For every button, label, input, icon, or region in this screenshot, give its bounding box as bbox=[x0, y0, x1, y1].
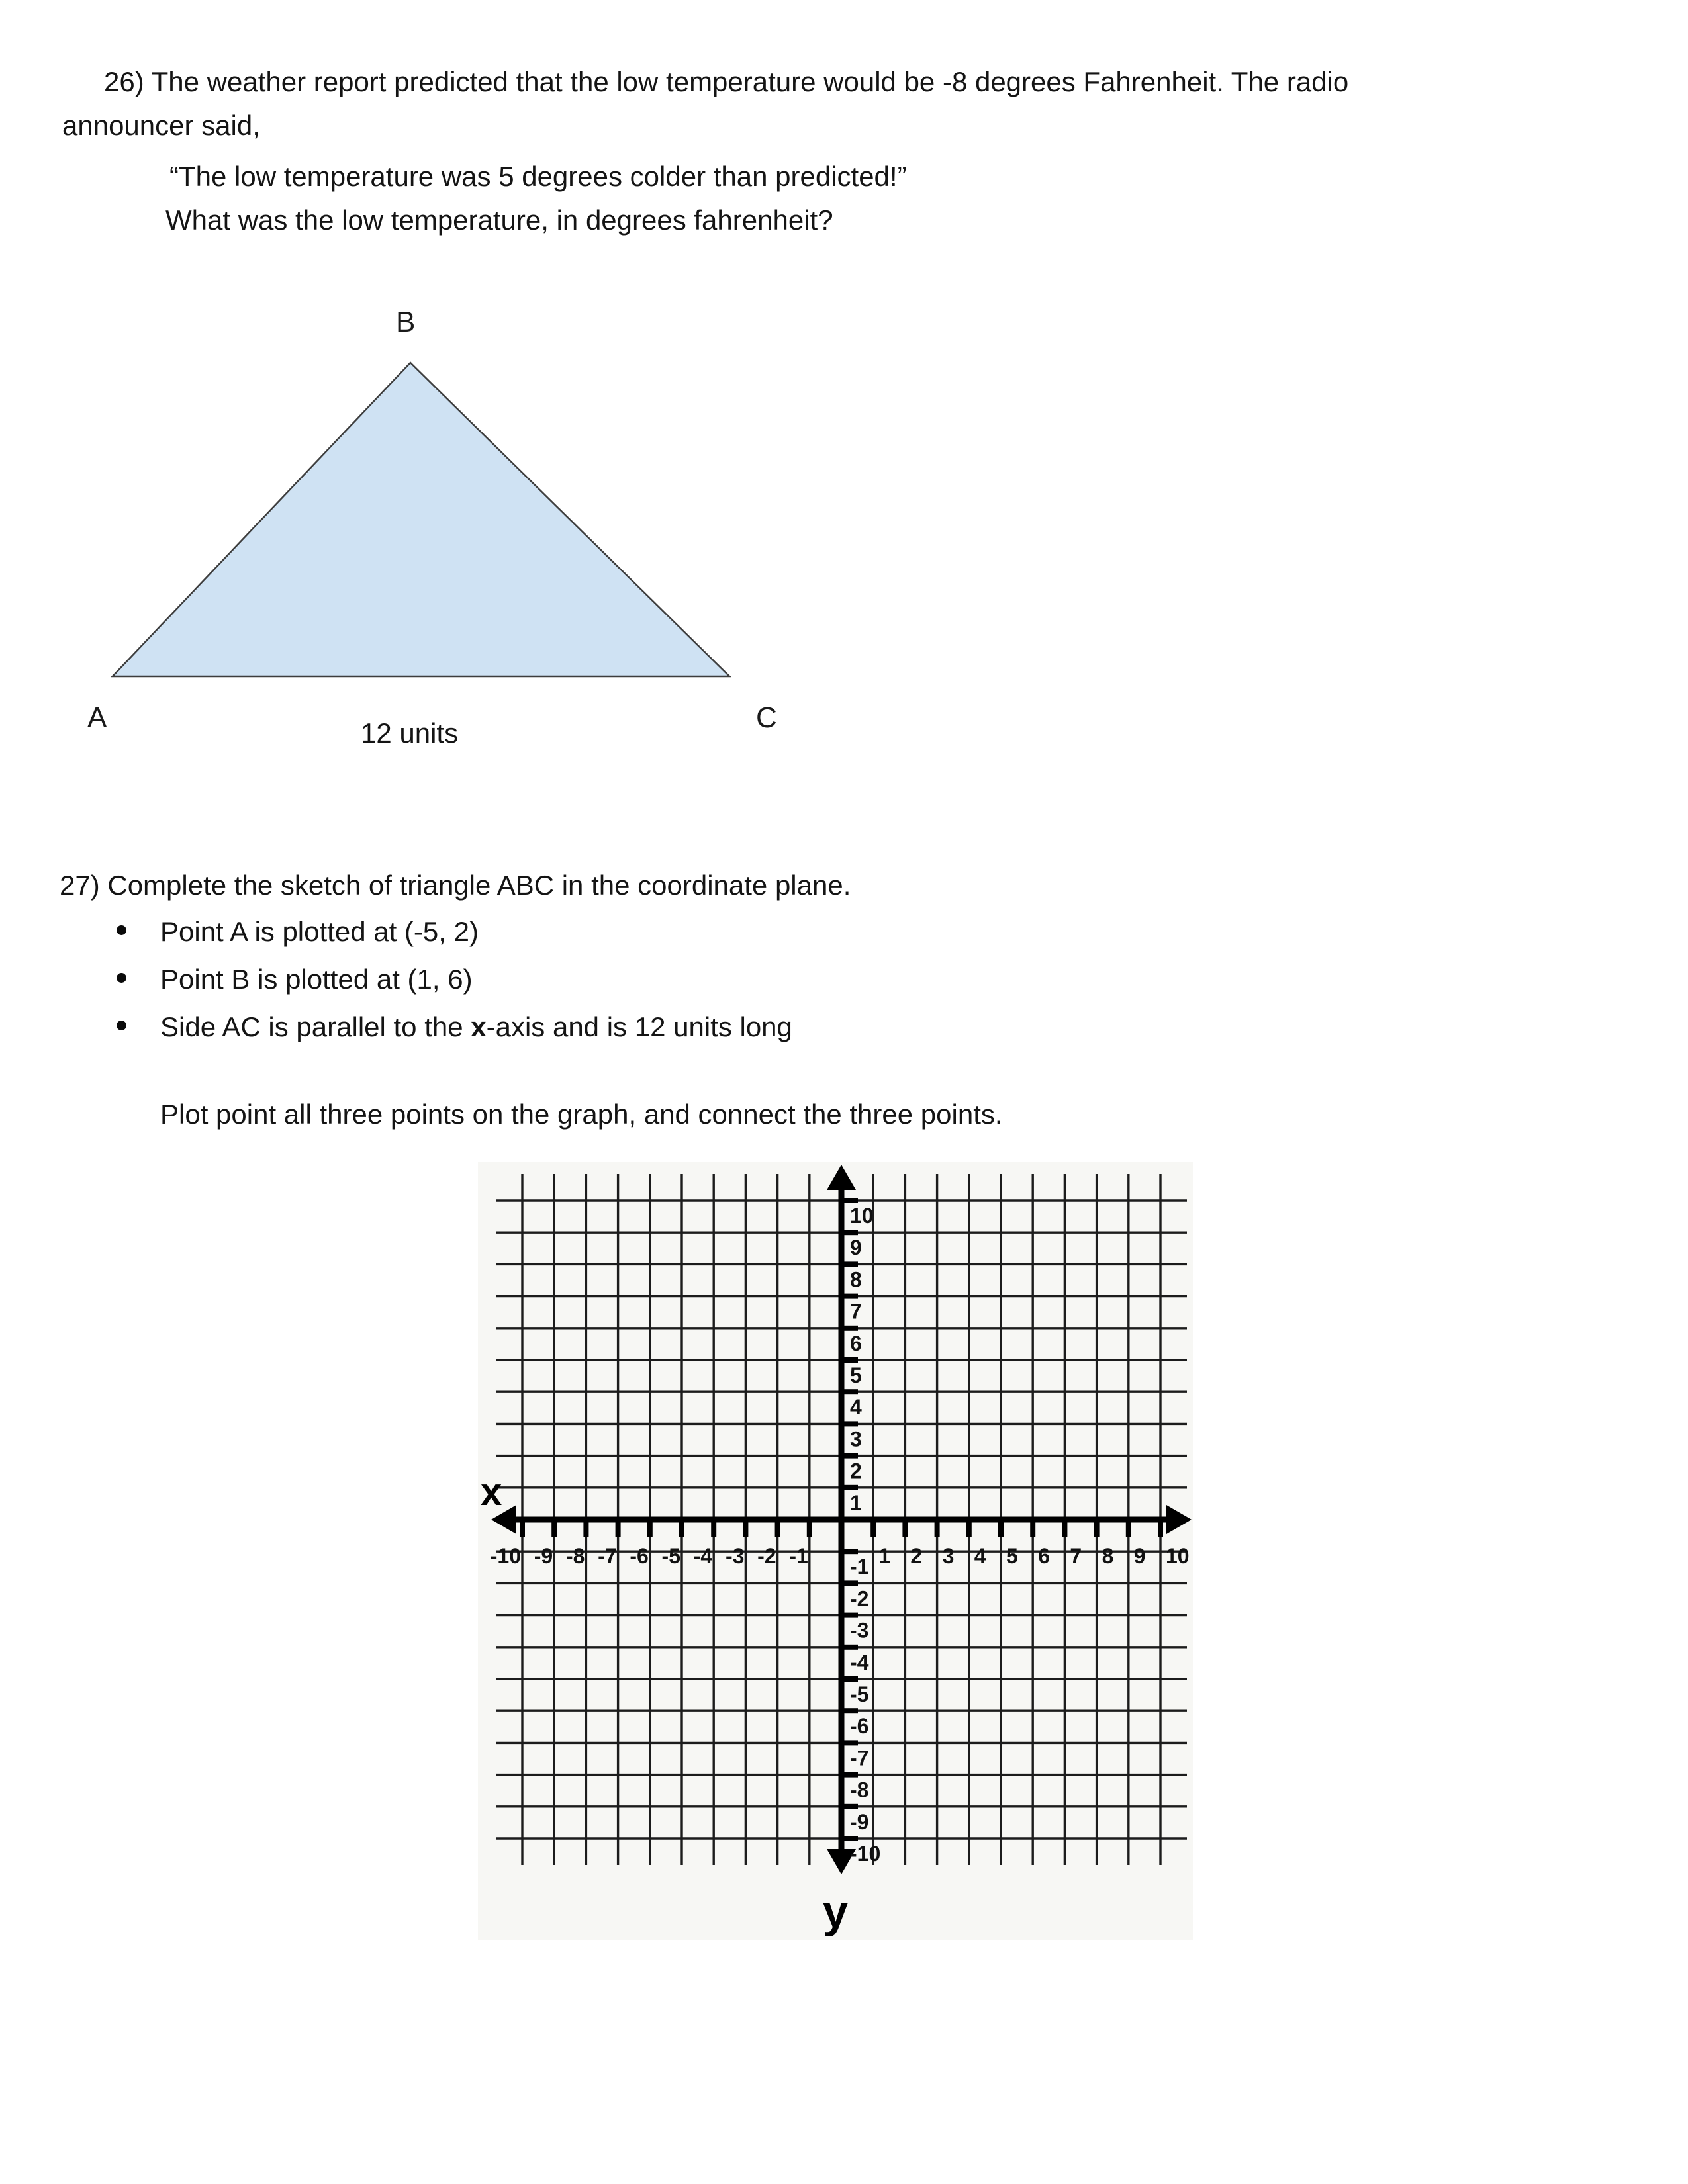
x-axis-tick-label: 7 bbox=[1070, 1544, 1082, 1568]
y-axis-tick-label: 2 bbox=[850, 1459, 862, 1483]
x-axis-tick-label: -5 bbox=[661, 1544, 680, 1568]
x-axis-tick-label: -7 bbox=[598, 1544, 617, 1568]
y-axis-tick bbox=[839, 1549, 858, 1554]
x-axis-tick bbox=[902, 1517, 908, 1537]
y-axis-tick-label: -1 bbox=[850, 1555, 869, 1579]
y-axis-tick bbox=[839, 1485, 858, 1490]
x-axis-tick bbox=[1094, 1517, 1100, 1537]
y-axis-tick bbox=[839, 1740, 858, 1745]
x-axis-tick bbox=[551, 1517, 557, 1537]
x-axis-tick bbox=[966, 1517, 972, 1537]
triangle-base-length-label: 12 units bbox=[361, 717, 459, 749]
triangle-shape bbox=[113, 363, 729, 676]
x-axis-tick-label: 2 bbox=[910, 1544, 923, 1568]
question-27-heading: 27) Complete the sketch of triangle ABC in the coordinate plane. bbox=[60, 870, 851, 901]
x-axis-tick bbox=[807, 1517, 812, 1537]
bullet-icon bbox=[117, 973, 126, 983]
bullet-3-bold-x: x bbox=[471, 1011, 487, 1042]
x-axis-tick bbox=[775, 1517, 780, 1537]
y-axis-tick-label: -10 bbox=[850, 1842, 881, 1866]
x-axis-tick-label: 1 bbox=[878, 1544, 890, 1568]
x-axis-tick bbox=[1062, 1517, 1067, 1537]
bullet-3-pre: Side AC is parallel to the bbox=[160, 1011, 471, 1042]
y-axis-title: y bbox=[823, 1887, 848, 1937]
bullet-icon bbox=[117, 925, 126, 935]
y-axis-tick bbox=[839, 1261, 858, 1267]
y-axis-tick-label: -7 bbox=[850, 1746, 869, 1770]
question-27-bullet-1: Point A is plotted at (-5, 2) bbox=[160, 916, 479, 947]
x-axis-tick-label: -10 bbox=[490, 1544, 521, 1568]
question-26-question: What was the low temperature, in degrees fahrenheit? bbox=[165, 205, 833, 236]
y-axis-tick-label: -6 bbox=[850, 1714, 869, 1739]
x-axis-tick-label: 6 bbox=[1038, 1544, 1050, 1568]
y-axis-tick bbox=[839, 1357, 858, 1363]
question-27-bullet-3 bbox=[160, 1010, 792, 1044]
y-axis-tick-label: -9 bbox=[850, 1809, 869, 1834]
x-axis-tick-label: 9 bbox=[1133, 1544, 1146, 1568]
y-axis-line bbox=[839, 1190, 845, 1849]
x-axis-tick bbox=[743, 1517, 748, 1537]
x-axis-tick bbox=[520, 1517, 525, 1537]
y-axis-tick-label: 7 bbox=[850, 1299, 862, 1324]
y-axis-tick-label: 4 bbox=[850, 1395, 862, 1420]
triangle-svg bbox=[99, 291, 761, 688]
y-axis-tick bbox=[839, 1580, 858, 1586]
y-axis-tick bbox=[839, 1453, 858, 1459]
y-axis-tick-label: 9 bbox=[850, 1236, 862, 1260]
x-axis-tick bbox=[1158, 1517, 1163, 1537]
x-axis-tick-label: 4 bbox=[974, 1544, 986, 1568]
question-26-line-2: announcer said, bbox=[62, 110, 260, 141]
x-axis-tick-label: 8 bbox=[1102, 1544, 1114, 1568]
x-axis-tick-label: -9 bbox=[534, 1544, 553, 1568]
y-axis-tick bbox=[839, 1804, 858, 1809]
x-axis-tick-label: -1 bbox=[789, 1544, 808, 1568]
question-26-quote: “The low temperature was 5 degrees colder than predicted!” bbox=[169, 161, 907, 192]
x-axis-tick bbox=[870, 1517, 876, 1537]
x-axis-tick bbox=[679, 1517, 684, 1537]
y-axis-tick-label: 6 bbox=[850, 1331, 862, 1355]
coordinate-grid-svg bbox=[478, 1162, 1193, 1940]
y-axis-tick bbox=[839, 1613, 858, 1618]
y-axis-tick bbox=[839, 1708, 858, 1713]
y-axis-tick bbox=[839, 1389, 858, 1394]
coordinate-grid-figure bbox=[478, 1162, 1193, 1940]
x-axis-tick-label: 3 bbox=[942, 1544, 955, 1568]
x-axis-title: x bbox=[481, 1471, 502, 1514]
y-axis-tick bbox=[839, 1645, 858, 1650]
triangle-vertex-c-label: C bbox=[756, 702, 777, 734]
y-axis-tick bbox=[839, 1230, 858, 1235]
y-axis-tick-label: -4 bbox=[850, 1650, 869, 1674]
y-axis-tick bbox=[839, 1772, 858, 1778]
y-axis-tick bbox=[839, 1676, 858, 1682]
bullet-3-post: -axis and is 12 units long bbox=[486, 1011, 792, 1042]
question-27-instruction: Plot point all three points on the graph, and connect the three points. bbox=[160, 1099, 1003, 1130]
y-axis-tick-label: -3 bbox=[850, 1618, 869, 1643]
x-axis-tick-label: -3 bbox=[725, 1544, 745, 1568]
x-axis-tick-label: -6 bbox=[630, 1544, 649, 1568]
x-axis-tick bbox=[647, 1517, 653, 1537]
y-axis-tick-label: 10 bbox=[850, 1204, 874, 1228]
y-axis-tick-label: -2 bbox=[850, 1586, 869, 1611]
x-axis-tick bbox=[711, 1517, 716, 1537]
x-axis-tick bbox=[616, 1517, 621, 1537]
y-axis-tick-label: 5 bbox=[850, 1363, 862, 1387]
x-axis-tick bbox=[935, 1517, 940, 1537]
x-axis-tick-label: -4 bbox=[693, 1544, 713, 1568]
bullet-icon bbox=[117, 1021, 126, 1030]
y-axis-tick-label: -8 bbox=[850, 1778, 869, 1802]
y-axis-tick-label: -5 bbox=[850, 1682, 869, 1706]
x-axis-tick bbox=[1030, 1517, 1035, 1537]
y-axis-tick bbox=[839, 1421, 858, 1426]
y-axis-tick-label: 8 bbox=[850, 1267, 862, 1292]
x-axis-tick-label: 10 bbox=[1166, 1544, 1190, 1568]
y-axis-tick bbox=[839, 1294, 858, 1299]
question-27-bullet-2: Point B is plotted at (1, 6) bbox=[160, 964, 473, 995]
x-axis-tick-label: -8 bbox=[565, 1544, 585, 1568]
x-axis-tick bbox=[998, 1517, 1004, 1537]
x-axis-tick-label: 5 bbox=[1006, 1544, 1018, 1568]
y-axis-tick bbox=[839, 1836, 858, 1841]
triangle-vertex-b-label: B bbox=[396, 306, 416, 338]
triangle-vertex-a-label: A bbox=[87, 702, 107, 734]
y-axis-tick bbox=[839, 1326, 858, 1331]
y-axis-tick bbox=[839, 1198, 858, 1203]
x-axis-tick bbox=[1126, 1517, 1131, 1537]
x-axis-tick-label: -2 bbox=[757, 1544, 776, 1568]
question-26-line-1: 26) The weather report predicted that the low temperature would be -8 degrees Fahrenheit. The radio bbox=[104, 66, 1349, 97]
y-axis-tick-label: 3 bbox=[850, 1427, 862, 1451]
x-axis-tick bbox=[583, 1517, 588, 1537]
y-axis-tick-label: 1 bbox=[850, 1490, 862, 1515]
